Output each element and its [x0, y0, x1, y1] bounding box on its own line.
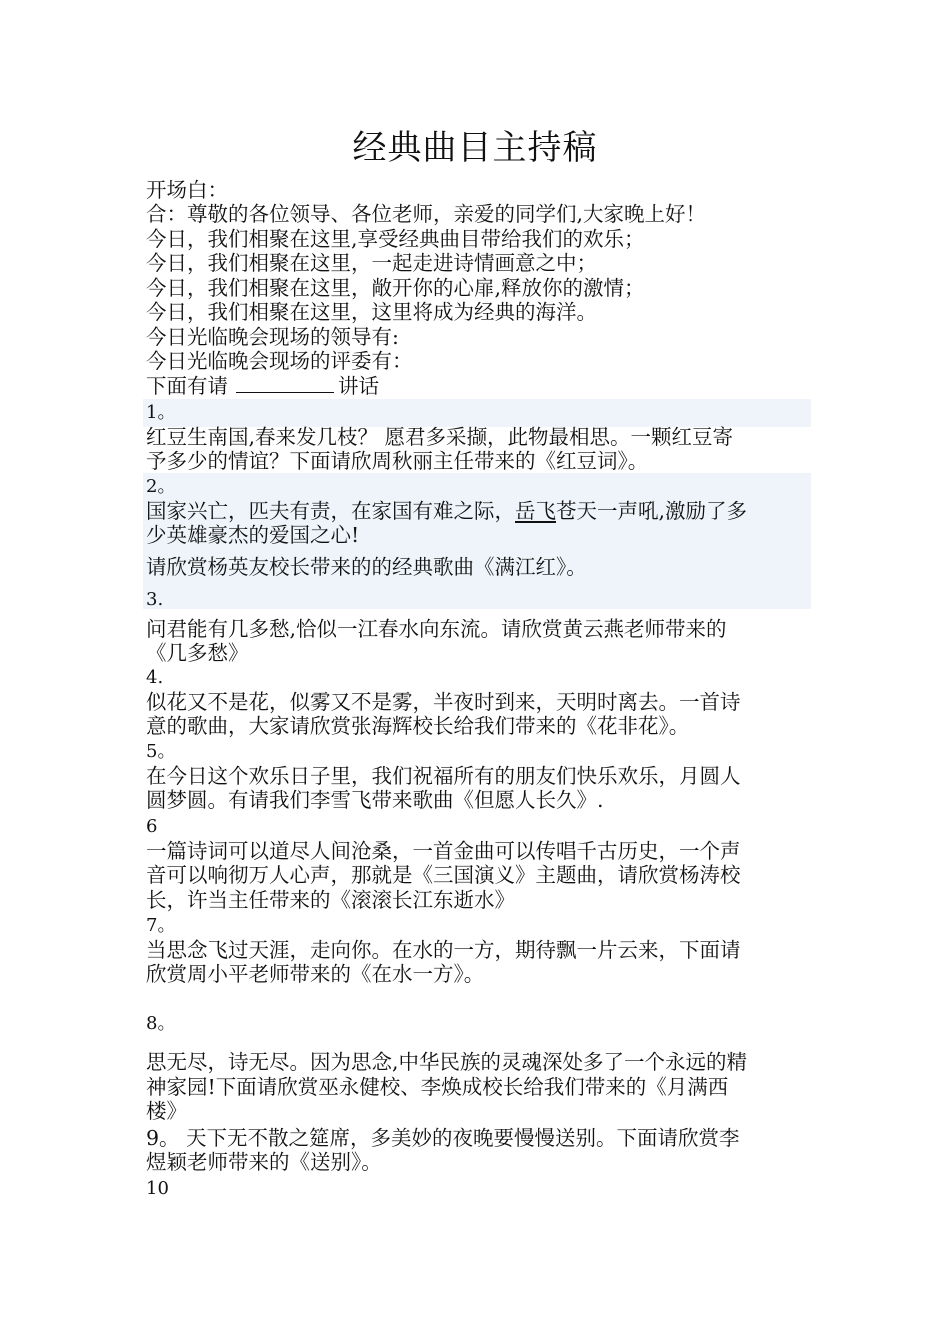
item-text: 请欣赏杨英友校长带来的的经典歌曲《满江红》。 [146, 555, 587, 579]
item-number-1: 1。 [146, 402, 176, 423]
underlined-name: 岳飞 [515, 499, 556, 523]
item-number-8: 8。 [146, 1013, 176, 1034]
intro-line: 今日，我们相聚在这里，一起走进诗情画意之中； [146, 251, 597, 275]
speech-suffix: 讲话 [338, 374, 379, 398]
intro-line: 今日，我们相聚在这里，敞开你的心扉,释放你的激情； [146, 276, 645, 300]
item-text: 《几多愁》 [146, 641, 249, 665]
item-text: 圆梦圆。有请我们李雪飞带来歌曲《但愿人长久》. [146, 788, 604, 812]
item-text: 煜颖老师带来的《送别》。 [146, 1150, 382, 1174]
item-text: 在今日这个欢乐日子里，我们祝福所有的朋友们快乐欢乐，月圆人 [146, 764, 741, 788]
item-number-7: 7。 [146, 915, 176, 936]
item-text: 问君能有几多愁,恰似一江春水向东流。请欣赏黄云燕老师带来的 [146, 617, 727, 641]
item-text: 神家园!下面请欣赏巫永健校、李焕成校长给我们带来的《月满西 [146, 1075, 729, 1099]
intro-line: 今日光临晚会现场的评委有： [146, 349, 413, 373]
item-text: 长，许当主任带来的《滚滚长江东逝水》 [146, 888, 515, 912]
item-text: 音可以响彻万人心声，那就是《三国演义》主题曲，请欣赏杨涛校 [146, 863, 741, 887]
item-text: 当思念飞过天涯，走向你。在水的一方，期待飘一片云来，下面请 [146, 938, 741, 962]
intro-line: 今日光临晚会现场的领导有: [146, 325, 399, 349]
intro-line: 合：尊敬的各位领导、各位老师，亲爱的同学们,大家晚上好！ [146, 202, 707, 226]
item-text-part: 国家兴亡，匹夫有责，在家国有难之际， [146, 499, 515, 523]
item-number-6: 6 [146, 816, 158, 837]
fill-in-blank [236, 376, 334, 393]
item-text: 一篇诗词可以道尽人间沧桑，一首金曲可以传唱千古历史，一个声 [146, 839, 741, 863]
document-title: 经典曲目主持稿 [352, 128, 598, 168]
intro-line: 今日，我们相聚在这里，这里将成为经典的海洋。 [146, 300, 597, 324]
item-text: 欣赏周小平老师带来的《在水一方》。 [146, 962, 485, 986]
item-text-part: 苍天一声吼,激励了多 [556, 499, 748, 523]
item-text [146, 499, 810, 523]
speech-prefix: 下面有请 [146, 374, 228, 398]
item-text: 9。 天下无不散之筵席，多美妙的夜晚要慢慢送别。下面请欣赏李 [146, 1126, 740, 1150]
item-number-5: 5。 [146, 741, 176, 762]
intro-line: 今日，我们相聚在这里,享受经典曲目带给我们的欢乐； [146, 227, 645, 251]
item-text: 思无尽，诗无尽。因为思念,中华民族的灵魂深处多了一个永远的精 [146, 1050, 748, 1074]
item-text: 予多少的情谊？下面请欣周秋丽主任带来的《红豆词》。 [146, 449, 649, 473]
item-number-2: 2。 [146, 476, 176, 497]
intro-heading: 开场白： [146, 178, 228, 202]
item-number-10: 10 [146, 1178, 169, 1199]
item-text: 红豆生南国,春来发几枝？ 愿君多采撷，此物最相思。一颗红豆寄 [146, 425, 734, 449]
item-text: 少英雄豪杰的爱国之心! [146, 523, 360, 547]
item-text: 似花又不是花，似雾又不是雾，半夜时到来，天明时离去。一首诗 [146, 690, 741, 714]
item-number-4: 4. [146, 667, 164, 688]
item-number-3: 3. [146, 589, 164, 610]
speech-invitation [146, 374, 810, 398]
item-text: 意的歌曲，大家请欣赏张海辉校长给我们带来的《花非花》。 [146, 714, 690, 738]
item-text: 楼》 [146, 1099, 187, 1123]
